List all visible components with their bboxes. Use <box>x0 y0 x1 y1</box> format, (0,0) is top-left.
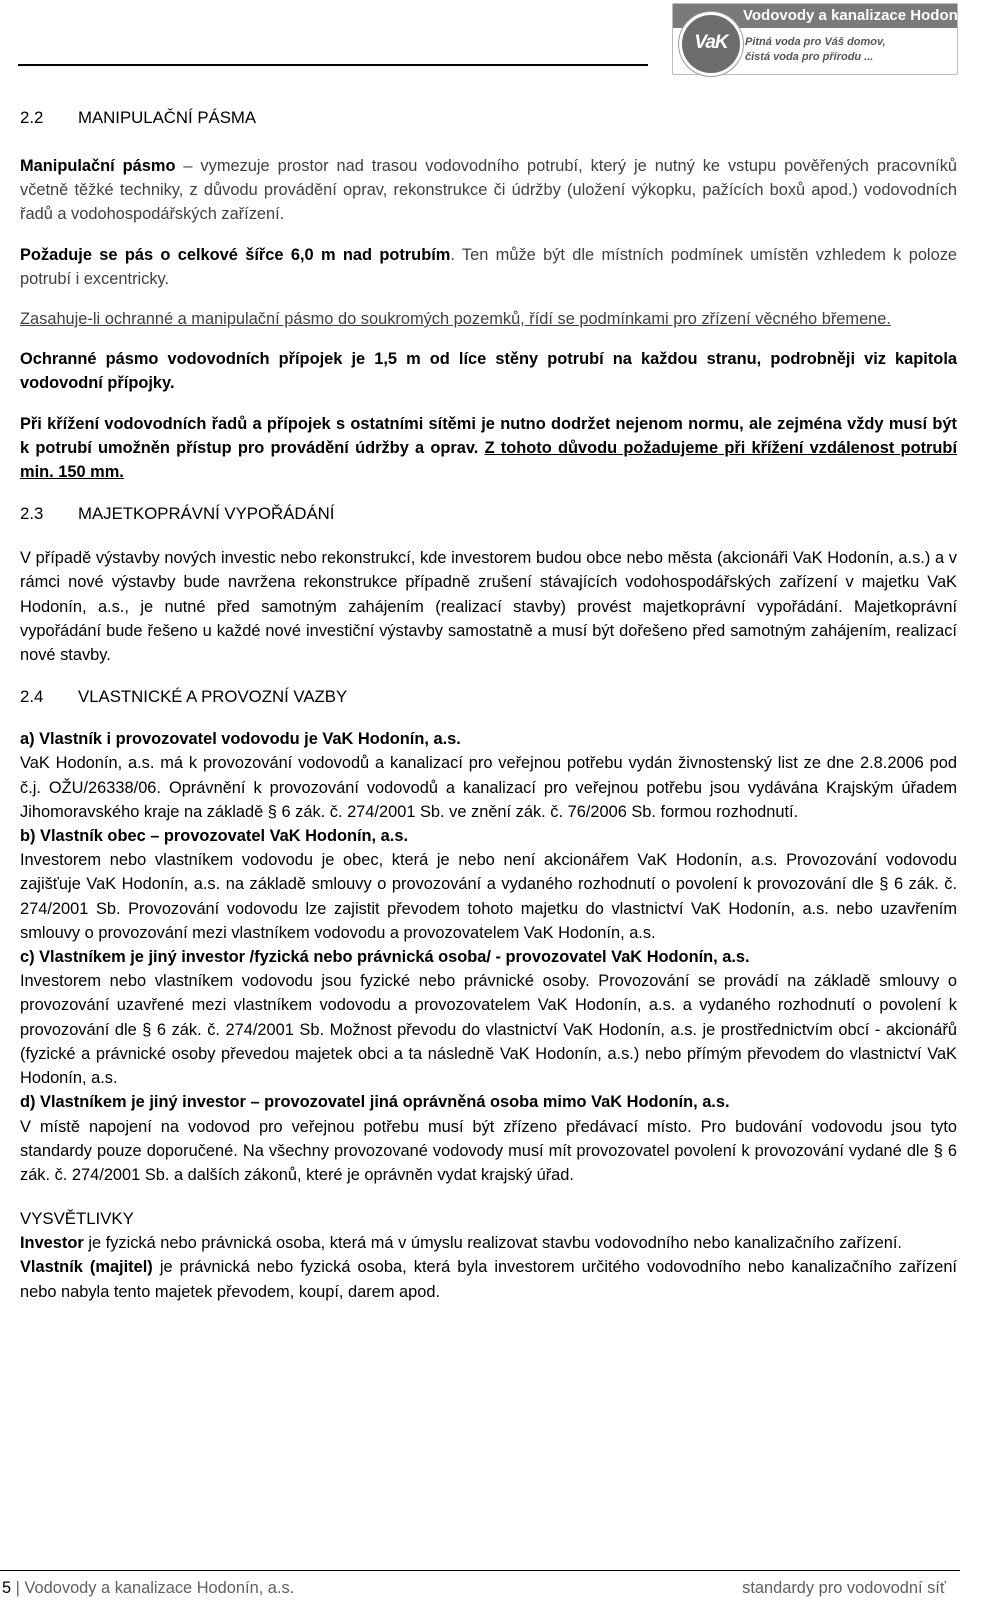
logo-company-name: Vodovody a kanalizace Hodonín, a.s. <box>743 7 1004 24</box>
case-a-heading-text: a) Vlastník i provozovatel vodovodu je VaK Hodonín, a.s. <box>20 730 461 749</box>
glossary-definition: je fyzická nebo právnická osoba, která má v úmyslu realizovat stavbu vodovodního nebo kanalizačního zařízení. <box>83 1234 902 1253</box>
paragraph-easement: Zasahuje-li ochranné a manipulační pásmo do soukromých pozemků, řídí se podmínkami pro zřízení věcného břemene. <box>20 310 891 329</box>
document-body <box>20 106 957 1304</box>
page-number: 5 <box>2 1579 12 1597</box>
case-d-text: V místě napojení na vodovod pro veřejnou potřebu musí být zřízeno předávací místo. Pro budování vodovodu jsou tyto standardy pouze doporučené. Na všechny provozované vodovody musí mít provozovatel povolení k provozování vydané dle § 6 zák. č. 274/2001 Sb. a dalších zákonů, které je oprávněn vydat krajský úřad. <box>20 1117 957 1184</box>
section-title: MANIPULAČNÍ PÁSMA <box>78 108 257 127</box>
company-logo <box>672 3 1004 75</box>
glossary-term: Vlastník (majitel) <box>20 1258 153 1277</box>
paragraph-text: . Ten může být dle místních podmínek umístěn vzhledem k poloze potrubí i excentricky. <box>20 245 958 288</box>
glossary-owner <box>20 1255 957 1303</box>
term-bold: Manipulační pásmo <box>20 157 176 175</box>
section-heading-2-2 <box>20 106 957 130</box>
glossary-term: Investor <box>20 1234 84 1253</box>
case-d-heading-text: d) Vlastníkem je jiný investor – provozovatel jiná oprávněná osoba mimo VaK Hodonín, a.s. <box>20 1093 730 1112</box>
case-b-heading <box>20 824 957 848</box>
logo-emblem-text: VaK <box>694 32 728 53</box>
footer-left <box>2 1578 294 1598</box>
footer-company: Vodovody a kanalizace Hodonín, a.s. <box>24 1579 295 1597</box>
paragraph-bold-text: Ochranné pásmo vodovodních přípojek je 1,5 m od líce stěny potrubí na každou stranu, podrobněji viz kapitola vodovodní přípojky. <box>20 350 957 393</box>
crossing-underlined-text: Z tohoto důvodu požadujeme při křížení vzdálenost potrubí min. 150 mm. <box>20 438 957 482</box>
paragraph-connection-zone <box>20 347 957 395</box>
paragraph-text: – vymezuje prostor nad trasou vodovodního potrubí, který je nutný ke vstupu pověřených pracovníků včetně těžké techniky, z důvodu provádění oprav, rekonstrukce či údržby (uložení výkopku, pažících boxů apod.) vodovodních řadů a vodohospodářských zařízení. <box>20 157 957 224</box>
paragraph-crossing <box>20 412 957 485</box>
case-b-heading-text: b) Vlastník obec – provozovatel VaK Hodonín, a.s. <box>20 827 408 846</box>
paragraph-manipulation-zone <box>20 154 957 227</box>
section-number: 2.2 <box>20 108 44 127</box>
section-number: 2.4 <box>20 687 44 707</box>
logo-slogan-line1: Pitná voda pro Váš domov, <box>745 36 886 48</box>
section-title: VLASTNICKÉ A PROVOZNÍ VAZBY <box>78 687 348 707</box>
logo-slogan-line2: čistá voda pro přírodu ... <box>745 51 874 63</box>
section-title: MAJETKOPRÁVNÍ VYPOŘÁDÁNÍ <box>78 504 335 524</box>
case-a-heading <box>20 727 957 751</box>
case-c-text: Investorem nebo vlastníkem vodovodu jsou fyzické nebo právnické osoby. Provozování se provádí na základě smlouvy o provozování uzavřené mezi vlastníkem vodovodu a provozovatelem VaK Hodonín, a.s. a vydaného rozhodnutí o povolení k provozování dle § 6 zák. č. 274/2001 Sb. Možnost převodu do vlastnictví VaK Hodonín, a.s. je prostřednictvím obcí - akcionářů (fyzické a právnické osoby převedou majetek obci a ta následně VaK Hodonín, a.s.) nebo přímým převodem do vlastnictví VaK Hodonín, a.s. <box>20 972 957 1088</box>
glossary-definition: je právnická nebo fyzická osoba, která byla investorem určitého vodovodního nebo kanalizačního zařízení nebo nabyla tento majetek převodem, koupí, darem apod. <box>20 1258 957 1301</box>
paragraph-property-settlement: V případě výstavby nových investic nebo rekonstrukcí, kde investorem budou obce nebo města (akcionáři VaK Hodonín, a.s.) a v rámci nové výstavby bude navržena rekonstrukce případně zrušení stávajících vodohospodářských zařízení v majetku VaK Hodonín, a.s., je nutné před samotným zahájením (realizací stavby) provést majetkoprávní vypořádání. Majetkoprávní vypořádání bude řešeno u každé nové investiční výstavby samostatně a musí být dořešeno před samotným zahájením, realizací nové stavby. <box>20 549 957 665</box>
section-number: 2.3 <box>20 504 44 524</box>
vak-emblem-icon <box>679 12 743 76</box>
case-d-heading <box>20 1090 957 1114</box>
glossary-investor <box>20 1231 957 1255</box>
case-a-text: VaK Hodonín, a.s. má k provozování vodovodů a kanalizací pro veřejnou potřebu vydán živnostenský list ze dne 2.8.2006 pod č.j. OŽU/26338/06. Oprávnění k provozování vodovodů a kanalizací pro veřejnou potřebu jsou vydávána Krajským úřadem Jihomoravského kraje na základě § 6 zák. č. 274/2001 Sb. ve znění zák. č. 76/2006 Sb. formou rozhodnutí. <box>20 754 957 821</box>
case-b-text: Investorem nebo vlastníkem vodovodu je obec, která je nebo není akcionářem VaK Hodonín, a.s. Provozování vodovodu zajišťuje VaK Hodonín, a.s. na základě smlouvy o provozování a vydaného rozhodnutí o povolení k provozování dle § 6 zák. č. 274/2001 Sb. Provozování vodovodu lze zajistit převodem tohoto majetku do vlastnictví VaK Hodonín, a.s. nebo uzavřením smlouvy o provozování mezi vlastníkem vodovodu a provozovatelem VaK Hodonín, a.s. <box>20 851 957 942</box>
crossing-bold-text: Při křížení vodovodních řadů a přípojek s ostatními sítěmi je nutno dodržet nejenom normu, ale zejména vždy musí být k potrubí umožněn přístup pro provádění údržby a oprav. <box>20 414 957 457</box>
glossary-heading: VYSVĚTLIVKY <box>20 1209 134 1229</box>
footer-rule <box>0 1570 960 1571</box>
section-heading-2-3 <box>20 502 957 526</box>
footer-separator: | <box>11 1579 25 1597</box>
footer-document-name: standardy pro vodovodní síť <box>742 1579 946 1597</box>
case-c-heading-text: c) Vlastníkem je jiný investor /fyzická nebo právnická osoba/ - provozovatel VaK Hodonín, a.s. <box>20 948 750 967</box>
requirement-bold: Požaduje se pás o celkové šířce 6,0 m nad potrubím <box>20 245 451 264</box>
paragraph-width-requirement <box>20 243 957 291</box>
header-rule <box>18 64 648 66</box>
case-c-heading <box>20 945 957 969</box>
section-heading-2-4 <box>20 685 957 709</box>
